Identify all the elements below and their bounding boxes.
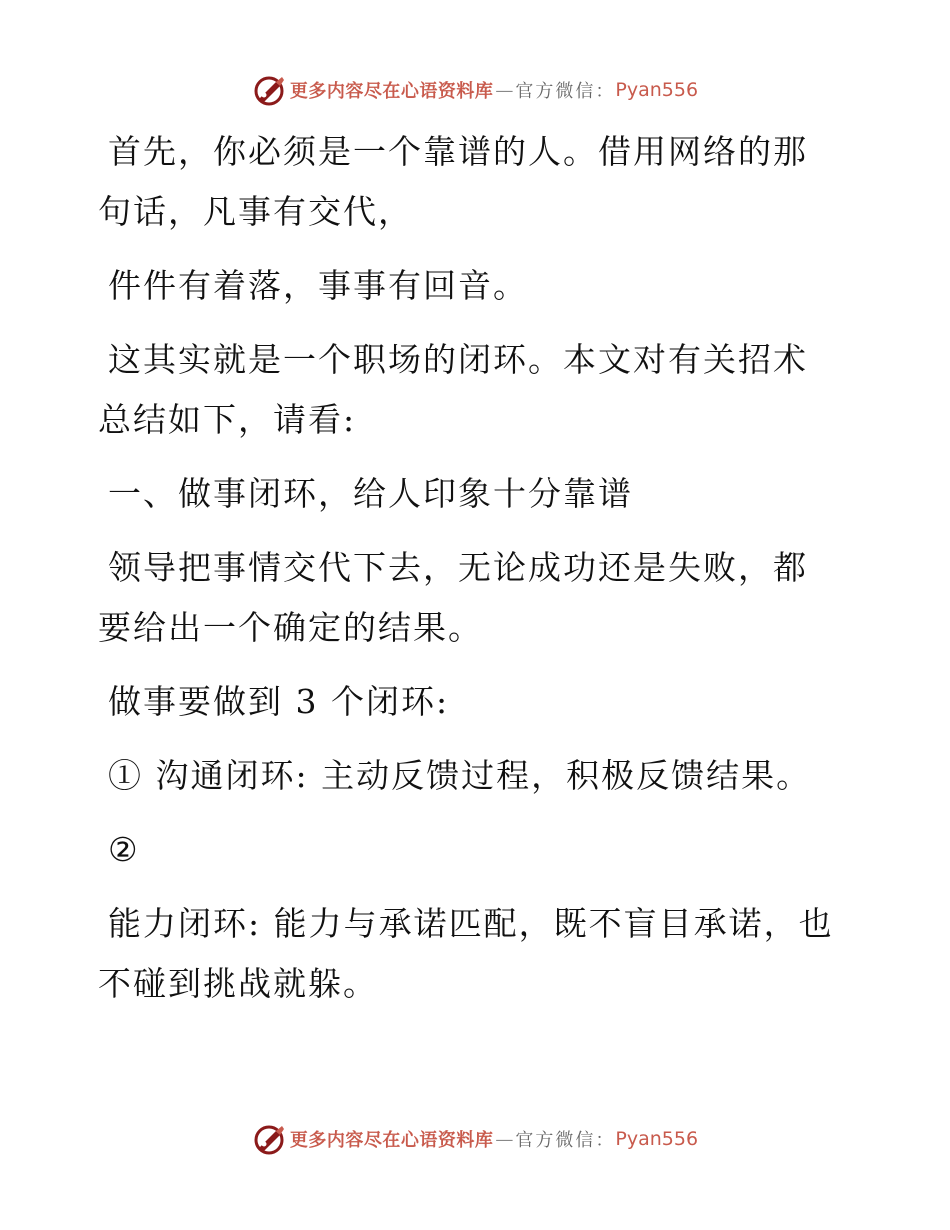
watermark-text: 更多内容尽在心语资料库 (289, 81, 494, 102)
paragraph-intro: 首先，你必须是一个靠谱的人。借用网络的那句话，凡事有交代， (98, 132, 808, 231)
watermark-id: Pyan556 (615, 1128, 699, 1150)
header-watermark (0, 72, 950, 108)
list-item-communication: ① 沟通闭环: 主动反馈过程，积极反馈结果。 (108, 756, 812, 795)
list-item-marker-2: ② (108, 830, 140, 869)
footer-watermark (0, 1121, 950, 1157)
watermark-dash: — (495, 1128, 514, 1150)
watermark-subtext: 官方微信： (515, 1130, 616, 1151)
section-heading: 一、做事闭环，给人印象十分靠谱 (108, 474, 633, 513)
document-body (98, 122, 838, 1028)
paragraph-echo: 件件有着落，事事有回音。 (108, 266, 528, 305)
watermark-subtext: 官方微信： (515, 81, 616, 102)
pen-seal-logo-icon (252, 1122, 286, 1156)
pen-seal-logo-icon (252, 73, 286, 107)
paragraph-result: 领导把事情交代下去，无论成功还是失败，都要给出一个确定的结果。 (98, 548, 808, 647)
list-item-ability: 能力闭环: 能力与承诺匹配，既不盲目承诺，也不碰到挑战就躲。 (98, 904, 834, 1003)
watermark-id: Pyan556 (615, 79, 699, 101)
watermark-text: 更多内容尽在心语资料库 (289, 1130, 494, 1151)
paragraph-summary: 这其实就是一个职场的闭环。本文对有关招术总结如下，请看: (98, 340, 808, 439)
paragraph-three-loops: 做事要做到 3 个闭环: (108, 682, 450, 721)
watermark-dash: — (495, 79, 514, 101)
